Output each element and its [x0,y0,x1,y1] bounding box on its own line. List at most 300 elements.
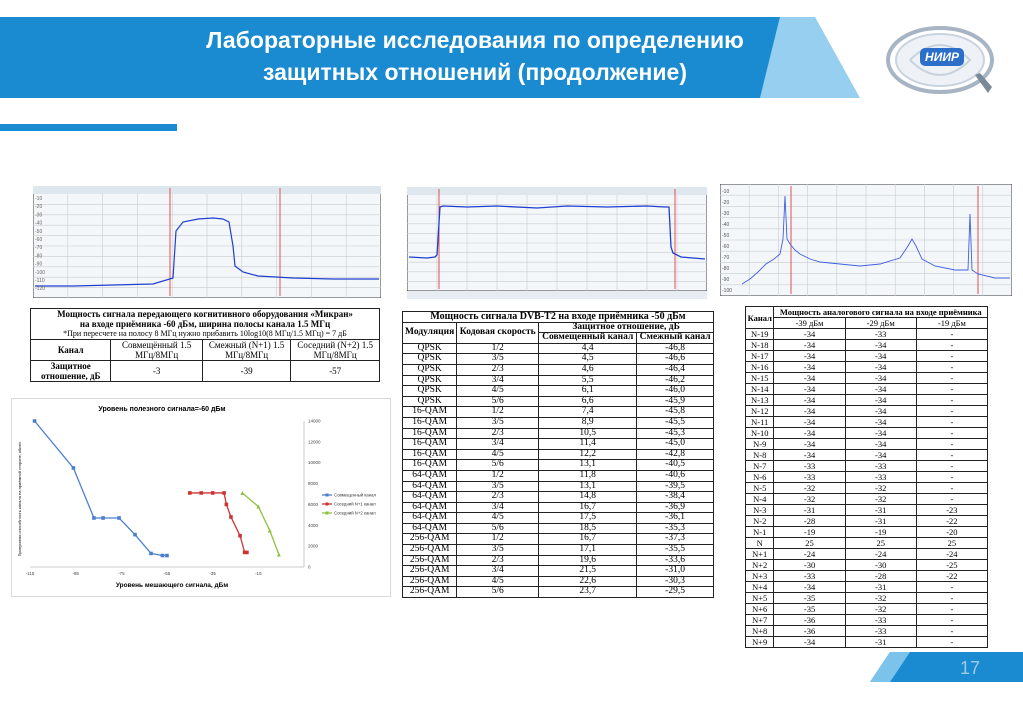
table-cell: 5/6 [457,396,539,407]
chart-point [133,533,137,537]
table-cell: -31 [774,505,845,516]
table-cell: 256-QAM [403,555,457,566]
table-cell: -31,0 [637,566,714,577]
table-cell: -36 [774,626,845,637]
table-cell: -36,9 [637,502,714,513]
table-cell: 3/4 [457,502,539,513]
table-row [746,582,988,593]
table-row [403,417,714,428]
chart-y-tick: 8000 [308,481,319,487]
table-cell: N-5 [746,483,774,494]
chart-y-label: Пропускная способность канала на приёмной стороне, кбит/с [17,441,22,557]
table-cell: -22 [916,516,987,527]
legend-label: Соседний N+1 канал [334,501,376,507]
table-cell: 64-QAM [403,513,457,524]
table-cell: 17,5 [539,513,637,524]
chart-y-tick: 0 [308,564,311,570]
table-cell: 64-QAM [403,492,457,503]
table-cell: -46,8 [637,343,714,354]
chart-point [101,516,105,520]
table-row [403,492,714,503]
table-cell: N+2 [746,560,774,571]
chart-point [225,503,229,507]
table-row [403,566,714,577]
table-cell: - [916,373,987,384]
table-cell: 256-QAM [403,566,457,577]
chart-point [222,491,226,495]
chart-series-line [35,421,167,556]
table-row [403,470,714,481]
table-cell: -31 [845,505,916,516]
table-cell: 4/5 [457,449,539,460]
table-cell: -34 [845,351,916,362]
table-cell: -34 [774,417,845,428]
page-title [110,24,840,88]
chart-y-tick: 12000 [308,439,321,445]
table-cell: -45,0 [637,439,714,450]
table-b-header-group: Защитное отношение, дБ [539,322,714,333]
table-cell: QPSK [403,396,457,407]
table-cell: - [916,329,987,340]
table-row [403,587,714,598]
table-a-row-label-channel: Канал [31,340,111,361]
table-row [746,615,988,626]
table-cell: N+5 [746,593,774,604]
chart-point [211,491,215,495]
table-cell: 17,1 [539,545,637,556]
table-cell: 3/4 [457,375,539,386]
table-row [403,428,714,439]
svg-text:НИИР: НИИР [925,50,959,64]
table-cell: 5/6 [457,587,539,598]
table-cell: - [916,626,987,637]
table-row [746,461,988,472]
table-cell: 64-QAM [403,470,457,481]
legend-marker [326,512,329,515]
table-cell: -33 [845,615,916,626]
table-cell: -31 [845,637,916,648]
table-cell: N-4 [746,494,774,505]
spectrum-plot-1 [33,186,381,298]
table-a-value: -57 [291,361,380,382]
chart-point [161,554,165,558]
table-cell: QPSK [403,343,457,354]
table-a-value: -39 [202,361,291,382]
table-cell: -34 [845,395,916,406]
table-cell: 13,1 [539,481,637,492]
table-cell: N-3 [746,505,774,516]
table-row [746,560,988,571]
table-cell: -35,5 [637,545,714,556]
chart-point [165,554,169,558]
table-row [746,373,988,384]
chart-point [229,515,233,519]
table-cell: 64-QAM [403,502,457,513]
table-cell: -32 [774,494,845,505]
table-b-header-modulation: Модуляция [403,322,457,343]
spectrum-y-tick: -30 [722,211,730,217]
table-cell: -34 [845,428,916,439]
table-cell: - [916,604,987,615]
table-cell: 3/4 [457,439,539,450]
table-cell: - [916,417,987,428]
table-cell: 2/3 [457,555,539,566]
table-cell: -22 [916,571,987,582]
chart-x-tick: -75 [118,571,125,576]
table-cell: 13,1 [539,460,637,471]
table-cell: - [916,395,987,406]
chart-series-line [242,493,279,555]
table-cell: 16,7 [539,502,637,513]
table-cell: 64-QAM [403,523,457,534]
table-a-row-label-protection: Защитное отношение, дБ [31,361,111,382]
table-cell: 14,8 [539,492,637,503]
table-cell: - [916,406,987,417]
table-row [403,364,714,375]
chart-point [238,534,242,538]
table-cell: N-11 [746,417,774,428]
table-cell: N-15 [746,373,774,384]
chart-point [268,529,272,533]
legend-marker [326,494,329,497]
table-cell: N-9 [746,439,774,450]
table-cell: 16-QAM [403,439,457,450]
spectrum-y-tick: -60 [722,244,730,250]
table-cell: 11,4 [539,439,637,450]
table-cell: N-8 [746,450,774,461]
table-cell: - [916,439,987,450]
table-row [403,354,714,365]
table-cell: -46,0 [637,386,714,397]
table-cell: 22,6 [539,576,637,587]
spectrum-y-tick: -70 [722,255,730,261]
table-cell: -33 [774,472,845,483]
table-cell: -46,2 [637,375,714,386]
table-cell: N-7 [746,461,774,472]
spectrum-y-tick: -20 [722,200,730,206]
accent-bar [0,124,177,131]
chart-point [92,516,96,520]
table-cell: N+7 [746,615,774,626]
legend-label: Совмещенный канал [334,492,377,498]
table-row [746,406,988,417]
chart-point [199,491,203,495]
table-cell: -35 [774,593,845,604]
table-cell: -34 [845,373,916,384]
chart-title: Уровень полезного сигнала=-60 дБм [98,406,226,413]
table-cell: N-6 [746,472,774,483]
chart-x-tick: -115 [25,571,35,576]
table-cell: -31 [845,582,916,593]
table-cell: -33 [845,329,916,340]
table-row [403,481,714,492]
table-cell: - [916,637,987,648]
table-cell: -25 [916,560,987,571]
table-b-header-cochannel: Совмещенный канал [539,333,637,344]
table-cell: N-16 [746,362,774,373]
chart-x-tick: -15 [255,571,262,576]
table-cell: -19 [774,527,845,538]
table-cell: -34 [845,417,916,428]
chart-y-tick: 14000 [308,418,321,424]
table-cell: - [916,362,987,373]
table-cell: 16-QAM [403,428,457,439]
chart-point [149,552,153,556]
table-row [746,450,988,461]
table-cell: -33 [845,472,916,483]
table-row [746,428,988,439]
chart-y-tick: 2000 [308,543,319,549]
table-cell: 5,5 [539,375,637,386]
table-cell: 4/5 [457,576,539,587]
title-line-2: защитных отношений (продолжение) [263,59,687,85]
table-cell: -36 [774,615,845,626]
table-cell: 5/6 [457,523,539,534]
table-cell: 25 [774,538,845,549]
table-cell: 25 [845,538,916,549]
chart-point [240,491,244,495]
table-row [746,527,988,538]
chart-point [188,491,192,495]
table-cell: -29,5 [637,587,714,598]
throughput-chart [11,398,391,597]
table-a-col-adjacent: Смежный (N+1) 1.5 МГц/8МГц [202,340,291,361]
table-cell: 6,6 [539,396,637,407]
spectrum-plot-3 [720,184,1012,296]
chart-x-tick: -55 [163,571,171,576]
table-cell: N-14 [746,384,774,395]
table-row [746,637,988,648]
table-cell: -45,8 [637,407,714,418]
table-cell: 4,4 [539,343,637,354]
chart-point [277,552,281,556]
table-cell: 16-QAM [403,417,457,428]
table-cell: 2/3 [457,364,539,375]
table-cell: 5/6 [457,460,539,471]
chart-point [245,551,249,555]
table-cell: 16-QAM [403,407,457,418]
table-cell: -32 [845,604,916,615]
table-cell: -34 [845,340,916,351]
table-cell: -34 [845,384,916,395]
table-c-header-power: -29 дБм [845,318,916,329]
table-cell: -45,5 [637,417,714,428]
table-cell: 25 [916,538,987,549]
table-cell: -35 [774,604,845,615]
table-row [403,513,714,524]
table-cell: N-19 [746,329,774,340]
chart-x-tick: -95 [72,571,79,576]
spectrum-y-tick: -90 [722,277,730,283]
table-row [746,483,988,494]
table-cell: -45,9 [637,396,714,407]
table-cell: N [746,538,774,549]
table-cell: 256-QAM [403,587,457,598]
chart-y-tick: 4000 [308,522,319,528]
table-cell: 16-QAM [403,449,457,460]
table-cell: - [916,582,987,593]
table-b-header-rate: Кодовая скорость [457,322,539,343]
table-cell: 3/5 [457,545,539,556]
table-row [746,395,988,406]
chart-point [72,466,76,470]
spectrum-y-tick: -10 [722,189,730,195]
chart-x-tick: -35 [209,571,216,576]
spectrum-y-tick: -60 [35,237,43,243]
table-cell: QPSK [403,354,457,365]
table-cell: 1/2 [457,407,539,418]
table-cell: -34 [774,582,845,593]
table-cell: - [916,593,987,604]
spectrum-y-tick: -100 [722,288,733,294]
table-cell: -34 [774,428,845,439]
spectrum-y-tick: -110 [35,278,45,284]
table-cell: N-17 [746,351,774,362]
table-cell: -32 [774,483,845,494]
table-row [403,576,714,587]
table-cell: 12,2 [539,449,637,460]
table-cell: -40,6 [637,470,714,481]
spectrum-y-tick: -100 [35,269,46,276]
spectrum-y-tick: -40 [722,222,730,228]
table-cell: 256-QAM [403,576,457,587]
table-cell: 19,6 [539,555,637,566]
table-cell: -24 [845,549,916,560]
table-row [403,375,714,386]
table-a-col-cochannel: Совмещённый 1.5 МГц/8МГц [111,340,202,361]
table-row [403,396,714,407]
table-cell: 4,5 [539,354,637,365]
slide-number: 17 [959,658,981,678]
cognitive-equipment-table [30,308,380,382]
table-row [746,626,988,637]
table-cell: N-12 [746,406,774,417]
table-cell: -34 [774,637,845,648]
chart-series-line [190,493,247,552]
table-row [746,571,988,582]
table-cell: N-10 [746,428,774,439]
table-cell: 16-QAM [403,460,457,471]
table-row [403,386,714,397]
table-row [746,340,988,351]
table-c-header-channel: Канал [746,307,774,329]
table-cell: -28 [774,516,845,527]
table-cell: QPSK [403,386,457,397]
table-cell: N+8 [746,626,774,637]
table-cell: N-13 [746,395,774,406]
table-cell: 64-QAM [403,481,457,492]
table-row [746,329,988,340]
table-cell: - [916,494,987,505]
table-cell: 7,4 [539,407,637,418]
table-cell: -34 [774,395,845,406]
table-row [403,460,714,471]
table-row [746,549,988,560]
table-cell: 4,6 [539,364,637,375]
spectrum-y-tick: -20 [35,204,43,211]
table-row [746,494,988,505]
table-cell: -34 [774,329,845,340]
spectrum-y-tick: -40 [35,220,43,227]
legend-marker [326,503,329,506]
spectrum-y-tick: -30 [35,212,43,219]
spectrum-y-tick: -120 [35,286,46,293]
table-cell: -38,4 [637,492,714,503]
table-cell: 8,9 [539,417,637,428]
table-cell: N+6 [746,604,774,615]
table-cell: -23 [916,505,987,516]
table-cell: N+4 [746,582,774,593]
chart-y-tick: 10000 [308,460,321,466]
table-cell: -40,5 [637,460,714,471]
dvb-t2-protection-table [402,311,714,598]
table-cell: -36,1 [637,513,714,524]
spectrum-y-tick: -80 [35,253,43,260]
table-cell: -34 [774,450,845,461]
table-cell: -32 [845,483,916,494]
table-a-value: -3 [111,361,202,382]
table-cell: 3/5 [457,481,539,492]
table-cell: - [916,450,987,461]
spectrum-plot-2 [407,187,707,299]
table-cell: -34 [845,450,916,461]
table-cell: 256-QAM [403,534,457,545]
table-cell: -46,4 [637,364,714,375]
table-cell: 2/3 [457,428,539,439]
table-cell: -34 [845,439,916,450]
table-cell: -32 [845,494,916,505]
table-cell: 3/5 [457,417,539,428]
table-cell: 1/2 [457,470,539,481]
spectrum-y-tick: -70 [35,245,43,252]
table-a-col-neighbor: Соседний (N+2) 1.5 МГц/8МГц [291,340,380,361]
table-cell: 23,7 [539,587,637,598]
table-cell: -34 [774,384,845,395]
table-cell: N+1 [746,549,774,560]
table-row [746,538,988,549]
table-cell: -34 [774,362,845,373]
table-row [403,555,714,566]
table-a-note: *При пересчете на полосу 8 МГц нужно прибавить 10log10(8 МГц/1.5 МГц) = 7 дБ [63,329,347,338]
table-cell: 256-QAM [403,545,457,556]
table-cell: 1/2 [457,534,539,545]
chart-point [117,516,121,520]
table-cell: 16,7 [539,534,637,545]
table-cell: -34 [774,439,845,450]
table-cell: - [916,461,987,472]
table-cell: -34 [774,351,845,362]
table-row [746,362,988,373]
table-cell: -33 [845,461,916,472]
analog-signal-table [745,306,988,648]
table-cell: -24 [774,549,845,560]
table-row [403,523,714,534]
table-cell: 18,5 [539,523,637,534]
table-cell: -31 [845,516,916,527]
table-cell: N-1 [746,527,774,538]
spectrum-y-tick: -50 [35,228,43,235]
table-c-header-power: -19 дБм [916,318,987,329]
table-cell: N+9 [746,637,774,648]
table-cell: -33 [774,461,845,472]
table-cell: 11,8 [539,470,637,481]
spectrum-y-tick: -10 [35,196,43,202]
table-row [746,604,988,615]
table-b-caption: Мощность сигнала DVB-T2 на входе приёмника -50 дБм [403,312,714,323]
table-cell: -34 [845,362,916,373]
table-a-caption-2: на входе приёмника -60 дБм, ширина полосы канала 1.5 МГц [79,319,331,329]
legend-label: Соседний N+2 канал [334,510,376,516]
